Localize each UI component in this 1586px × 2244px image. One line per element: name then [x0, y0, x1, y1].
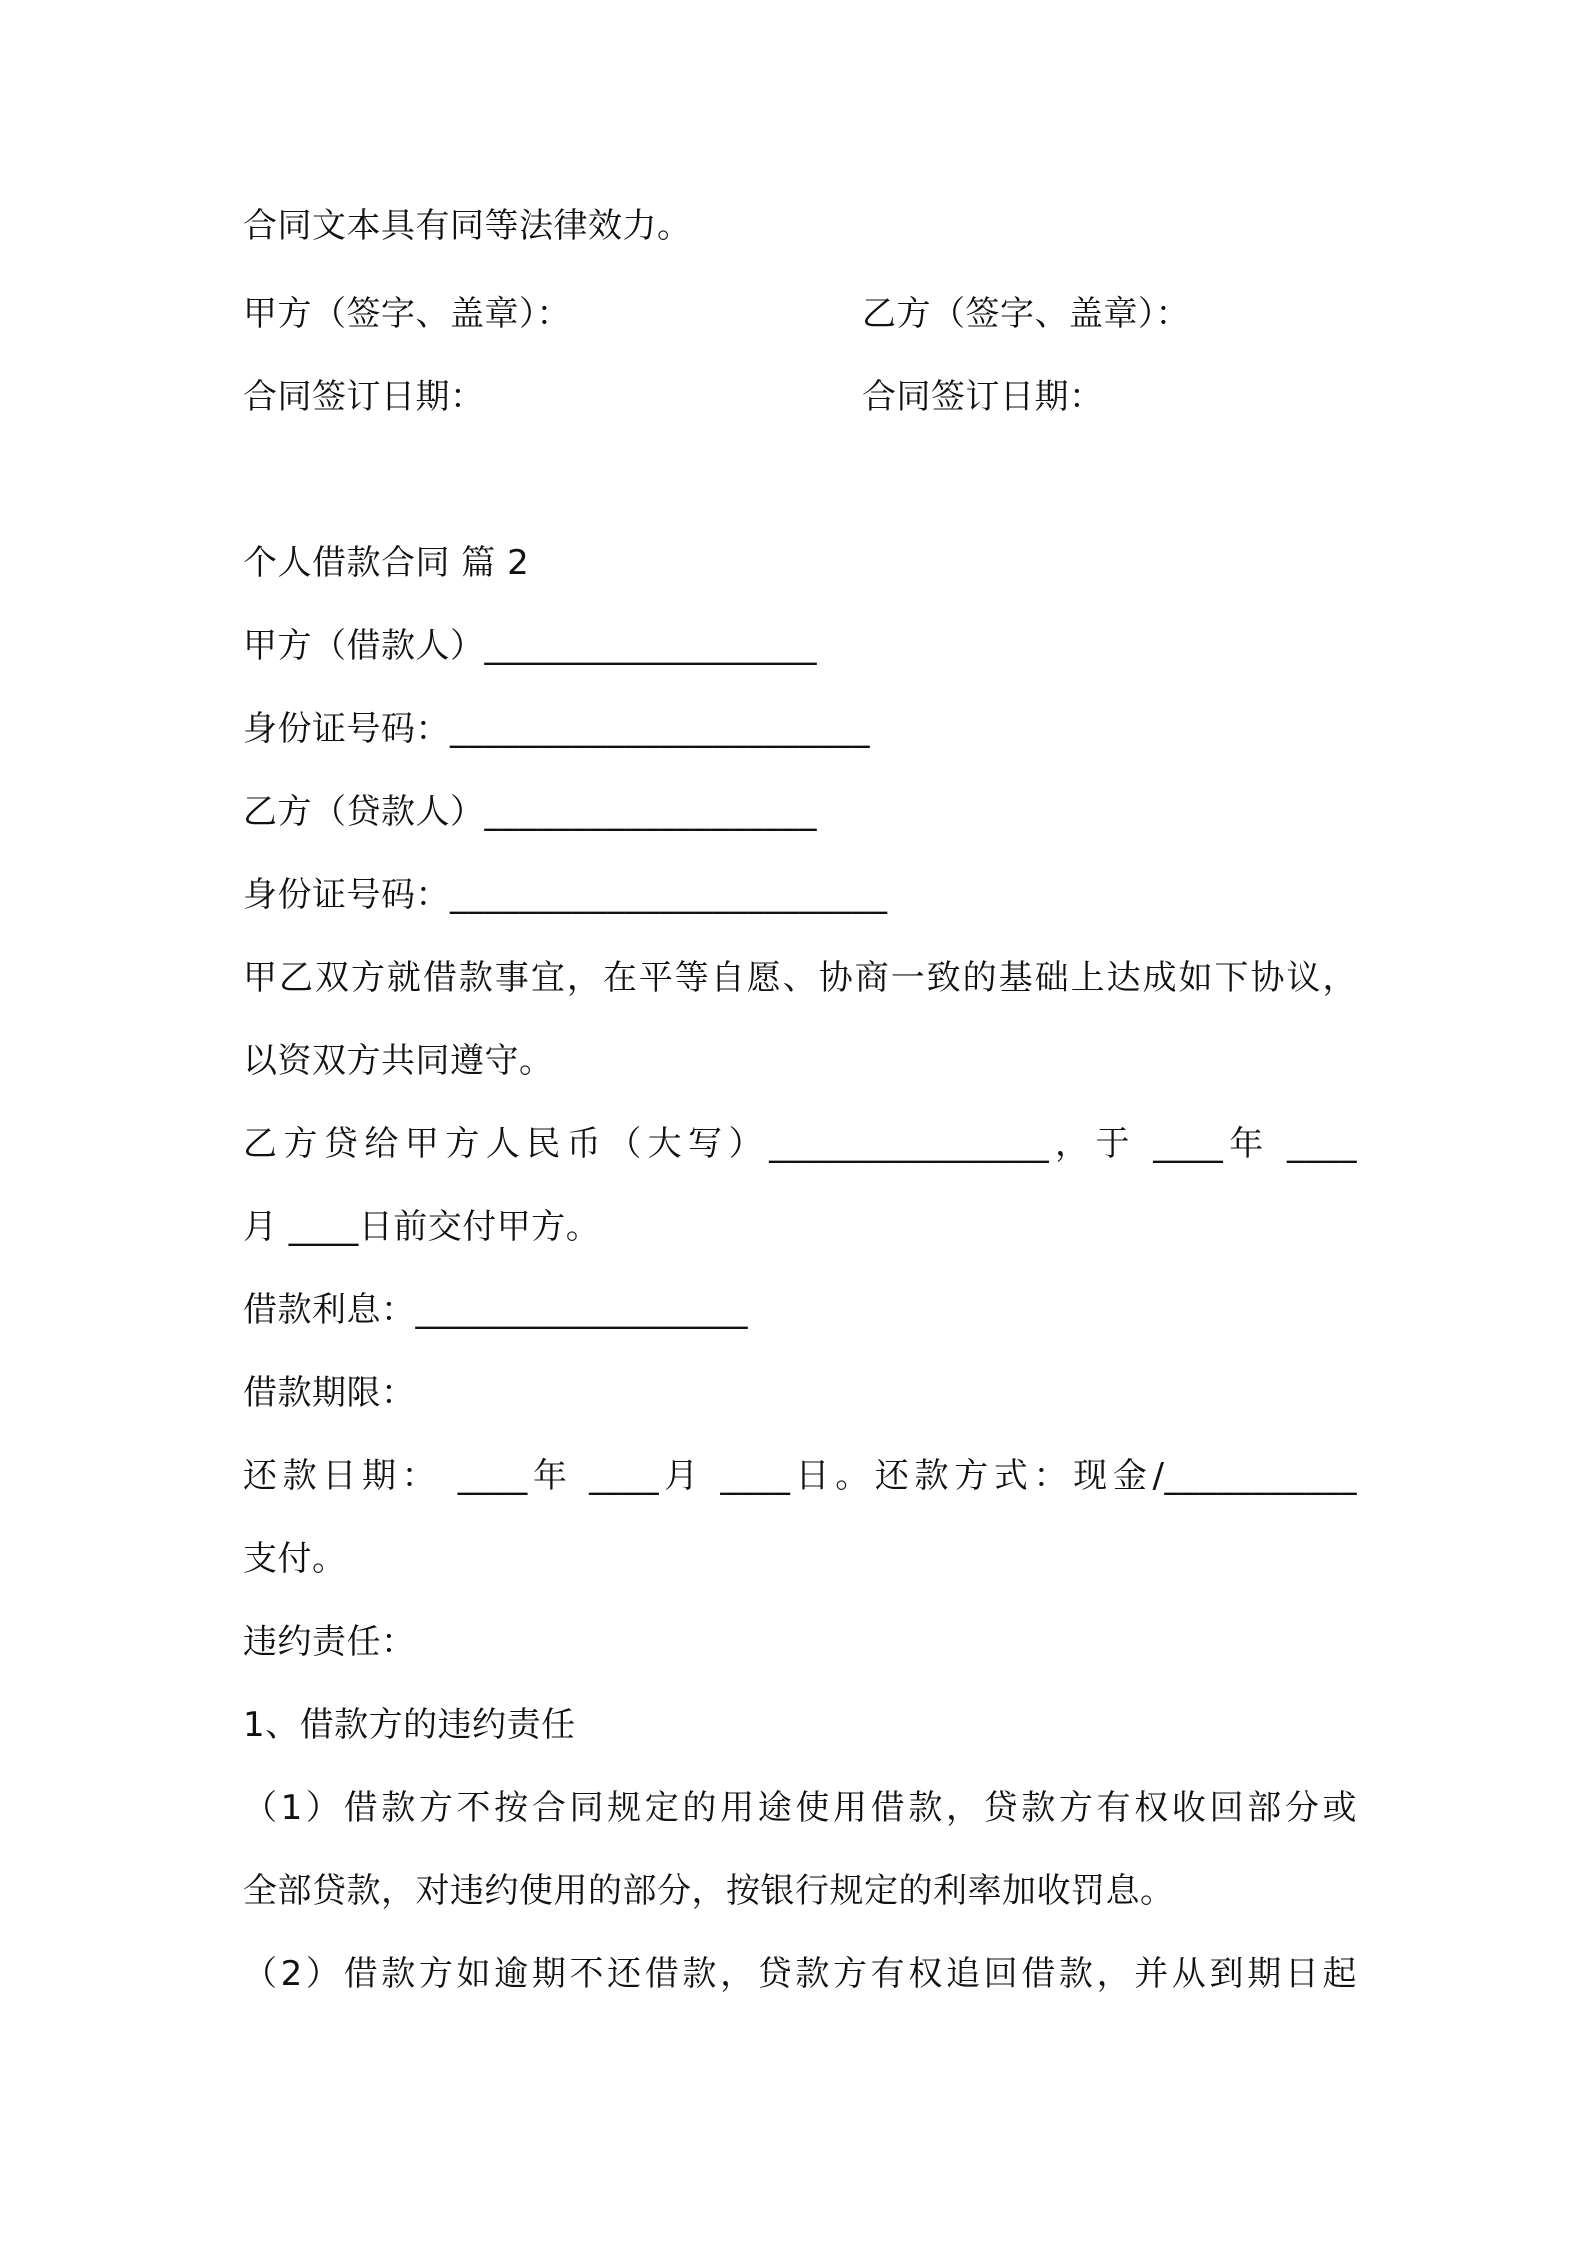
repayment-line-1: 还款日期： ____年 ____月 ____日。还款方式：现金/___________: [243, 1456, 1357, 1496]
party-b-sign-date-label: 合同签订日期：: [862, 377, 1104, 417]
lender-id-field: 身份证号码：_________________________: [243, 875, 888, 915]
section-heading: 个人借款合同 篇 2: [243, 543, 530, 583]
clause-1-line-1: （1）借款方不按合同规定的用途使用借款，贷款方有权收回部分或: [243, 1788, 1357, 1828]
party-a-signature-label: 甲方（签字、盖章）：: [243, 294, 571, 334]
agreement-intro-line-2: 以资双方共同遵守。: [243, 1041, 554, 1081]
party-b-signature-label: 乙方（签字、盖章）：: [862, 294, 1190, 334]
borrower-breach-heading: 1、借款方的违约责任: [243, 1705, 576, 1745]
borrower-field: 甲方（借款人）___________________: [243, 626, 817, 666]
breach-liability-heading: 违约责任：: [243, 1622, 416, 1662]
loan-amount-line-2: 月 ____日前交付甲方。: [243, 1207, 601, 1247]
loan-interest-field: 借款利息：___________________: [243, 1290, 748, 1330]
borrower-id-field: 身份证号码：________________________: [243, 709, 870, 749]
agreement-intro-line-1: 甲乙双方就借款事宜，在平等自愿、协商一致的基础上达成如下协议，: [243, 958, 1357, 998]
loan-amount-line-1: 乙方贷给甲方人民币（大写）________________，于 ____年 ____: [243, 1124, 1357, 1164]
clause-2-line-1: （2）借款方如逾期不还借款，贷款方有权追回借款，并从到期日起: [243, 1954, 1357, 1994]
lender-field: 乙方（贷款人）___________________: [243, 792, 817, 832]
repayment-line-2: 支付。: [243, 1539, 347, 1579]
party-a-sign-date-label: 合同签订日期：: [243, 377, 485, 417]
text-line-equal-validity: 合同文本具有同等法律效力。: [243, 206, 692, 246]
loan-term-field: 借款期限：: [243, 1373, 416, 1413]
clause-1-line-2: 全部贷款，对违约使用的部分，按银行规定的利率加收罚息。: [243, 1871, 1175, 1911]
